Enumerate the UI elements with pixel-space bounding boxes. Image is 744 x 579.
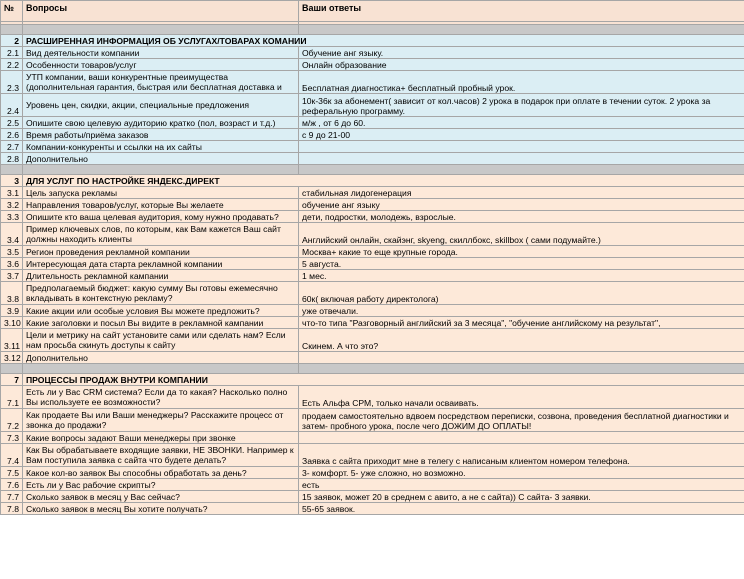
question-cell: Цели и метрику на сайт установите сами или сделать нам? Если нам просьба скинуть доступы к сайту — [23, 329, 299, 352]
question-cell: Как Вы обрабатываете входящие заявки, НЕ ЗВОНКИ. Например к Вам поступила заявка с сайта что будете делать? — [23, 444, 299, 467]
row-number: 7.1 — [1, 386, 23, 409]
table-row — [1, 223, 744, 246]
answer-cell: дети, подростки, молодежь, взрослые. — [299, 211, 744, 223]
question-cell: Какие акции или особые условия Вы можете предложить? — [23, 305, 299, 317]
table-row — [1, 467, 744, 479]
question-cell: Особенности товаров/услуг — [23, 59, 299, 71]
section-number: 3 — [1, 175, 23, 187]
answer-cell: 3- комфорт. 5- уже сложно, но возможно. — [299, 467, 744, 479]
row-number: 3.8 — [1, 282, 23, 305]
answer-cell: м/ж , от 6 до 60. — [299, 117, 744, 129]
row-number: 2.6 — [1, 129, 23, 141]
question-cell: Сколько заявок в месяц Вы хотите получать? — [23, 503, 299, 515]
row-number: 3.3 — [1, 211, 23, 223]
table-row — [1, 305, 744, 317]
separator-row — [1, 364, 744, 374]
row-number: 2.8 — [1, 153, 23, 165]
row-number: 2.7 — [1, 141, 23, 153]
table-row — [1, 94, 744, 117]
question-cell: Время работы/приёма заказов — [23, 129, 299, 141]
row-number: 7.3 — [1, 432, 23, 444]
question-cell: Дополнительно — [23, 352, 299, 364]
answer-cell: Скинем. А что это? — [299, 329, 744, 352]
answer-cell: Есть Альфа СРМ, только начали осваивать. — [299, 386, 744, 409]
question-cell: Интересующая дата старта рекламной компании — [23, 258, 299, 270]
table-row — [1, 329, 744, 352]
row-number: 3.9 — [1, 305, 23, 317]
question-cell: Направления товаров/услуг, которые Вы желаете — [23, 199, 299, 211]
answer-cell: есть — [299, 479, 744, 491]
question-cell: Опишите свою целевую аудиторию кратко (пол, возраст и т.д.) — [23, 117, 299, 129]
row-number: 3.2 — [1, 199, 23, 211]
table-row — [1, 432, 744, 444]
section-title: ПРОЦЕССЫ ПРОДАЖ ВНУТРИ КОМПАНИИ — [23, 374, 744, 386]
answer-cell: продаем самостоятельно вдвоем посредством переписки, созвона, проведения бесплатной диагностики и затем- пробного урока, после чего ДОЖИМ ДО ОПЛАТЫ! — [299, 409, 744, 432]
row-number: 7.7 — [1, 491, 23, 503]
table-row — [1, 153, 744, 165]
table-row — [1, 47, 744, 59]
question-cell: Сколько заявок в месяц у Вас сейчас? — [23, 491, 299, 503]
answer-cell: что-то типа "Разговорный английский за 3 месяца", "обучение английскому на результат", — [299, 317, 744, 329]
row-number: 2.3 — [1, 71, 23, 94]
row-number: 3.11 — [1, 329, 23, 352]
row-number: 3.12 — [1, 352, 23, 364]
question-cell: Длительность рекламной кампании — [23, 270, 299, 282]
row-number: 7.5 — [1, 467, 23, 479]
answer-cell — [299, 153, 744, 165]
table-row — [1, 282, 744, 305]
table-row — [1, 199, 744, 211]
table-row — [1, 317, 744, 329]
row-number: 2.2 — [1, 59, 23, 71]
section-title-row — [1, 374, 744, 386]
row-number: 7.6 — [1, 479, 23, 491]
row-number: 7.8 — [1, 503, 23, 515]
table-row — [1, 246, 744, 258]
section-title-row — [1, 35, 744, 47]
answer-cell: Английский онлайн, скайэнг, skyeng, скиллбокс, skillbox ( сами подумайте.) — [299, 223, 744, 246]
table-row — [1, 187, 744, 199]
question-cell: Как продаете Вы или Ваши менеджеры? Расскажите процесс от звонка до продажи? — [23, 409, 299, 432]
separator-row — [1, 165, 744, 175]
row-number: 3.1 — [1, 187, 23, 199]
header-answers: Ваши ответы — [299, 1, 744, 22]
answer-cell: Онлайн образование — [299, 59, 744, 71]
header-num: № — [1, 1, 23, 22]
section-yandex-direct — [1, 175, 744, 364]
table-row — [1, 491, 744, 503]
answer-cell: 10к-36к за абонемент( зависит от кол.часов) 2 урока в подарок при оплате в течении суток. 2 урока за реферальную программу. — [299, 94, 744, 117]
answer-cell: Заявка с сайта приходит мне в телегу с написаным клиентом номером телефона. — [299, 444, 744, 467]
section-title-row — [1, 175, 744, 187]
question-cell: Какое кол-во заявок Вы способны обработать за день? — [23, 467, 299, 479]
question-cell: Какие вопросы задают Ваши менеджеры при звонке — [23, 432, 299, 444]
answer-cell: 5 августа. — [299, 258, 744, 270]
answer-cell: с 9 до 21-00 — [299, 129, 744, 141]
table-row — [1, 409, 744, 432]
answer-cell: стабильная лидогенерация — [299, 187, 744, 199]
row-number: 3.5 — [1, 246, 23, 258]
section-number: 7 — [1, 374, 23, 386]
table-row — [1, 270, 744, 282]
separator-row — [1, 25, 744, 35]
table-row — [1, 129, 744, 141]
answer-cell — [299, 352, 744, 364]
answer-cell: 60к( включая работу директолога) — [299, 282, 744, 305]
table-row — [1, 117, 744, 129]
row-number: 3.4 — [1, 223, 23, 246]
table-row — [1, 386, 744, 409]
section-number: 2 — [1, 35, 23, 47]
row-number: 3.7 — [1, 270, 23, 282]
row-number: 3.6 — [1, 258, 23, 270]
row-number: 2.5 — [1, 117, 23, 129]
question-cell: Цель запуска рекламы — [23, 187, 299, 199]
section-title: ДЛЯ УСЛУГ ПО НАСТРОЙКЕ ЯНДЕКС.ДИРЕКТ — [23, 175, 744, 187]
question-cell: УТП компании, ваши конкурентные преимущества (дополнительная гарантия, быстрая или бесплатная доставка и — [23, 71, 299, 94]
question-cell: Есть ли у Вас CRM система? Если да то какая? Насколько полно Вы используете ее возможности? — [23, 386, 299, 409]
header-questions: Вопросы — [23, 1, 299, 22]
answer-cell: Обучение анг языку. — [299, 47, 744, 59]
question-cell: Уровень цен, скидки, акции, специальные предложения — [23, 94, 299, 117]
row-number: 2.1 — [1, 47, 23, 59]
answer-cell — [299, 432, 744, 444]
question-cell: Какие заголовки и посыл Вы видите в рекламной кампании — [23, 317, 299, 329]
answer-cell: 55-65 заявок. — [299, 503, 744, 515]
row-number: 7.4 — [1, 444, 23, 467]
header-row — [1, 1, 744, 22]
section-sales-processes — [1, 374, 744, 515]
table-row — [1, 503, 744, 515]
answer-cell: обучение анг языку — [299, 199, 744, 211]
row-number: 2.4 — [1, 94, 23, 117]
question-cell: Регион проведения рекламной компании — [23, 246, 299, 258]
section-title: РАСШИРЕННАЯ ИНФОРМАЦИЯ ОБ УСЛУГАХ/ТОВАРАХ КОМАНИИ — [23, 35, 744, 47]
answer-cell: Бесплатная диагностика+ бесплатный пробный урок. — [299, 71, 744, 94]
section-services — [1, 35, 744, 165]
table-row — [1, 211, 744, 223]
answer-cell: 15 заявок, может 20 в среднем с авито, а не с сайта)) С сайта- 3 заявки. — [299, 491, 744, 503]
table-row — [1, 258, 744, 270]
row-number: 3.10 — [1, 317, 23, 329]
answer-cell — [299, 141, 744, 153]
question-cell: Опишите кто ваша целевая аудитория, кому нужно продавать? — [23, 211, 299, 223]
table-row — [1, 71, 744, 94]
question-cell: Есть ли у Вас рабочие скрипты? — [23, 479, 299, 491]
question-cell: Компании-конкуренты и ссылки на их сайты — [23, 141, 299, 153]
answer-cell: 1 мес. — [299, 270, 744, 282]
question-cell: Вид деятельности компании — [23, 47, 299, 59]
table-row — [1, 479, 744, 491]
answer-cell: Москва+ какие то еще крупные города. — [299, 246, 744, 258]
table-row — [1, 444, 744, 467]
question-cell: Пример ключевых слов, по которым, как Вам кажется Ваш сайт должны находить клиенты — [23, 223, 299, 246]
table-row — [1, 141, 744, 153]
table-row — [1, 352, 744, 364]
row-number: 7.2 — [1, 409, 23, 432]
answer-cell: уже отвечали. — [299, 305, 744, 317]
question-cell: Дополнительно — [23, 153, 299, 165]
table-row — [1, 59, 744, 71]
question-cell: Предполагаемый бюджет: какую сумму Вы готовы ежемесячно вкладывать в контекстную рекламу? — [23, 282, 299, 305]
